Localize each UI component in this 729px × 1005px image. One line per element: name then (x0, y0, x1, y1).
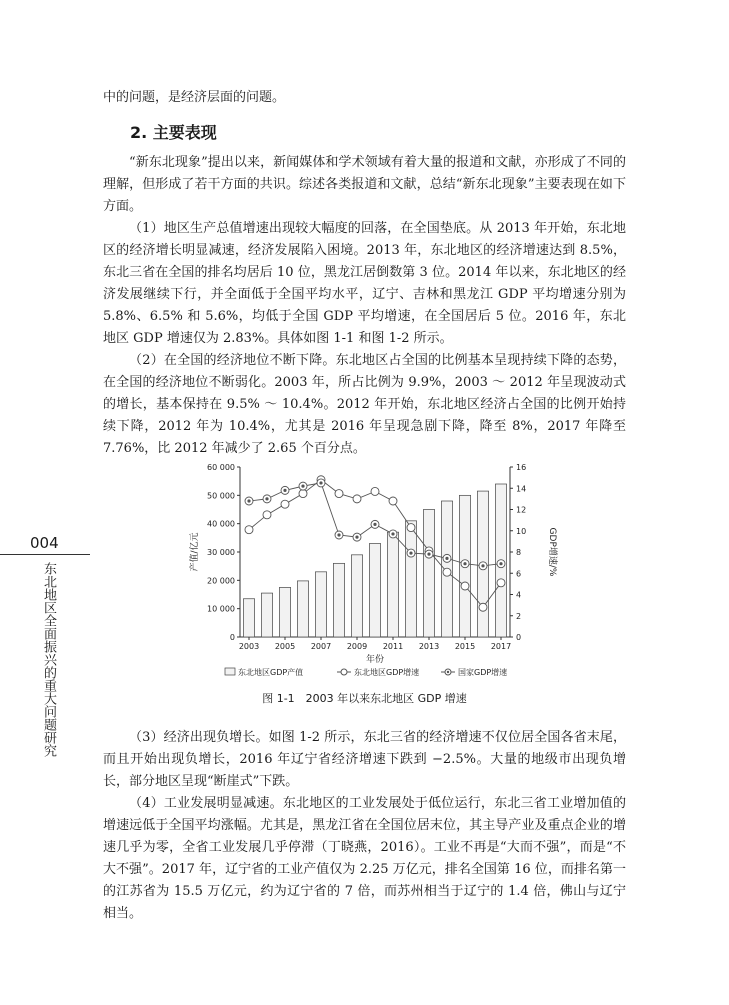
x-tick-label: 2003 (238, 642, 260, 651)
left-tick-label: 30 000 (207, 548, 235, 557)
point-1-paragraph: （1）地区生产总值增速出现较大幅度的回落，在全国垫底。从 2013 年开始，东北地区的经济增长明显减速，经济发展陷入困境。2013 年，东北地区的经济增速达到 8.5%，东北三省在全国的排名均居后 10 位，黑龙江居倒数第 3 位。2014 年以来，东北地区的经济发展继续下行，并全面低于全国平均水平，辽宁、吉林和黑龙江 GDP 平均增速分别为 5.8%、6.5% 和 5.6%，均低于全国 GDP 平均增速，在全国居后 5 位。2016 年，东北地区 GDP 增速仅为 2.83%。具体如图 1-1 和图 1-2 所示。 (103, 221, 626, 346)
right-tick-label: 0 (516, 633, 522, 642)
right-tick-label: 8 (516, 548, 522, 557)
national-growth-point-dot (391, 532, 394, 535)
legend-national-label: 国家GDP增速 (458, 668, 508, 677)
figure-caption: 图 1-1 2003 年以来东北地区 GDP 增速 (262, 692, 467, 705)
gdp-chart (185, 457, 565, 685)
national-growth-point-dot (481, 564, 484, 567)
gdp-bar (243, 599, 254, 637)
left-tick-label: 60 000 (207, 463, 235, 472)
right-tick-label: 16 (516, 463, 527, 472)
northeast-growth-point (443, 568, 451, 576)
page-number: 004 (30, 534, 59, 552)
gdp-bar (369, 544, 380, 638)
northeast-growth-point (479, 603, 487, 611)
x-axis-title: 年份 (365, 655, 385, 665)
right-tick-label: 10 (516, 526, 527, 536)
national-growth-point-dot (499, 562, 502, 565)
right-tick-label: 6 (516, 569, 522, 579)
national-growth-point-dot (463, 562, 466, 565)
gdp-bar (315, 572, 326, 637)
y-axis-right-title: GDP增速/% (547, 527, 557, 577)
national-growth-point-dot (409, 551, 412, 554)
right-tick-label: 2 (516, 611, 522, 621)
intro-line: 中的问题，是经济层面的问题。 (103, 90, 286, 105)
gdp-bar (297, 581, 308, 637)
national-growth-point-dot (373, 523, 376, 526)
x-tick-label: 2005 (274, 642, 296, 651)
gdp-bar (279, 587, 290, 637)
national-growth-point-dot (301, 485, 304, 488)
point-4-paragraph: （4）工业发展明显减速。东北地区的工业发展处于低位运行，东北三省工业增加值的增速远低于全国平均涨幅。尤其是，黑龙江省在全国位居末位，其主导产业及重点企业的增速几乎为零，全省工业发展几乎停滞（丁晓燕，2016）。工业不再是“大而不强”，而是“不大不强”。2017 年，辽宁省的工业产值仅为 2.25 万亿元，排名全国第 16 位，而排名第一的江苏省为 15.5 万亿元，约为辽宁省的 7 倍，而苏州相当于辽宁的 1.4 倍，佛山与辽宁相当。 (103, 796, 626, 921)
left-tick-label: 0 (229, 633, 235, 642)
gdp-bar (261, 593, 272, 637)
northeast-growth-point (389, 497, 397, 505)
gdp-bar (387, 532, 398, 637)
left-tick-label: 40 000 (207, 519, 235, 529)
northeast-growth-point (371, 487, 379, 495)
x-tick-label: 2009 (346, 642, 368, 651)
left-tick-label: 10 000 (207, 604, 235, 614)
left-tick-label: 20 000 (207, 576, 235, 586)
national-growth-point-dot (265, 497, 268, 500)
right-tick-label: 12 (516, 505, 527, 515)
northeast-growth-point (407, 524, 415, 532)
x-tick-label: 2007 (310, 642, 332, 651)
page-number-rule (0, 554, 90, 555)
legend-northeast-label: 东北地区GDP增速 (354, 668, 420, 677)
legend-bar-swatch (225, 668, 235, 675)
northeast-growth-point (299, 490, 307, 498)
x-tick-label: 2015 (454, 642, 476, 651)
lead-paragraph: “新东北现象”提出以来，新闻媒体和学术领域有着大量的报道和文献，亦形成了不同的理解，但形成了若干方面的共识。综述各类报道和文献，总结“新东北现象”主要表现在如下方面。 (103, 155, 626, 214)
gdp-bar (405, 521, 416, 637)
national-growth-point-dot (355, 536, 358, 539)
x-tick-label: 2013 (418, 642, 440, 651)
legend-bar-label: 东北地区GDP产值 (238, 668, 304, 677)
national-growth-point-dot (337, 533, 340, 536)
section-heading: 2. 主要表现 (130, 123, 217, 142)
northeast-growth-point (335, 490, 343, 498)
national-growth-point-dot (445, 557, 448, 560)
northeast-growth-point (245, 526, 253, 534)
national-growth-point-dot (247, 499, 250, 502)
right-tick-label: 4 (516, 590, 522, 600)
point-3-paragraph: （3）经济出现负增长。如图 1-2 所示，东北三省的经济增速不仅位居全国各省末尾，而且开始出现负增长，2016 年辽宁省经济增速下跌到 −2.5%。大量的地级市出现负增长，部分地区呈现“断崖式”下跌。 (103, 730, 626, 789)
northeast-growth-point (281, 500, 289, 508)
national-growth-point-dot (319, 481, 322, 484)
northeast-growth-point (461, 582, 469, 590)
northeast-growth-point (497, 579, 505, 587)
left-tick-label: 50 000 (207, 491, 235, 501)
x-tick-label: 2017 (490, 642, 512, 651)
point-2-paragraph: （2）在全国的经济地位不断下降。东北地区占全国的比例基本呈现持续下降的态势，在全国的经济地位不断弱化。2003 年，所占比例为 9.9%，2003 ～ 2012 年呈现波动式的增长，基本保持在 9.5% ～ 10.4%。2012 年开始，东北地区经济占全国的比例开始持续下降，2012 年为 10.4%，尤其是 2016 年呈现急剧下降，降至 8%，2017 年降至 7.76%，比 2012 年减少了 2.65 个百分点。 (103, 353, 626, 456)
legend-national-marker-dot (447, 671, 449, 673)
legend-northeast-marker (341, 669, 347, 675)
national-growth-point-dot (427, 553, 430, 556)
national-growth-point-dot (283, 489, 286, 492)
y-axis-left-title: 产值/亿元 (190, 532, 200, 572)
gdp-bar (423, 510, 434, 638)
gdp-bar (333, 563, 344, 637)
northeast-growth-point (353, 495, 361, 503)
x-tick-label: 2011 (382, 642, 404, 651)
northeast-growth-point (263, 511, 271, 519)
right-tick-label: 14 (516, 484, 527, 494)
running-title: 东北地区全面振兴的重大问题研究 (41, 562, 56, 757)
gdp-bar (351, 555, 362, 637)
